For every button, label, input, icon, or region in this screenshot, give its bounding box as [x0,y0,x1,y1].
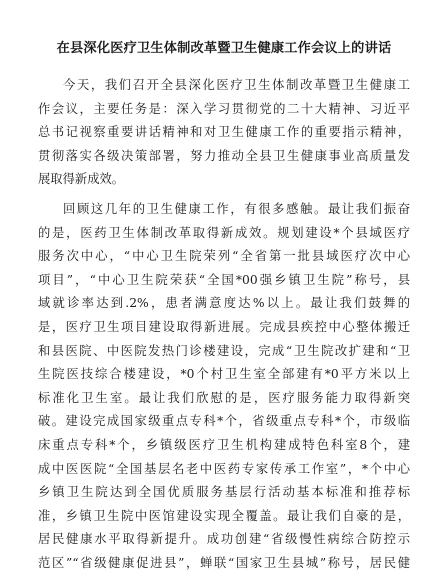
paragraph-opening [38,74,410,192]
document-title: 在县深化医疗卫生体制改革暨卫生健康工作会议上的讲话 [56,41,392,56]
paragraph-line: 展取得新成效。 [38,172,125,187]
paragraph-line: 是，医疗卫生项目建设取得新进展。完成县疾控中心整体搬迁 [38,319,410,334]
paragraph-line: 成中医医院“全国基层名老中医药专家传承工作室”，*个中心 [38,461,410,476]
paragraph-line: 的是，医药卫生体制改革取得新成效。规划建设*个县域医疗 [38,225,410,240]
paragraph-line: 居民健康水平取得新提升。成功创建“省级慢性病综合防控示 [38,532,410,547]
paragraph-line: 域就诊率达到.2%，患者满意度达%以上。最让我们鼓舞的 [38,296,410,311]
paragraph-line: 准，乡镇卫生院中医馆建设实现全覆盖。最让我们自豪的是， [38,508,410,523]
paragraph-line: 生院医技综合楼建设，*0个村卫生室全部建有*0平方米以上 [38,367,410,382]
paragraph-line: 今天，我们召开全县深化医疗卫生体制改革暨卫生健康工 [63,78,410,92]
paragraph-line: 服务次中心，“中心卫生院荣列“全省第一批县域医疗次中心 [38,249,410,264]
paragraph-line: 总书记视察重要讲话精神和对卫生健康工作的重要指示精神， [38,125,410,140]
paragraph-line: 和县医院、中医院发热门诊楼建设，完成“卫生院改扩建和“卫 [38,343,410,358]
paragraph-line: 标准化卫生室。最让我们欣慰的是，医疗服务能力取得新突 [38,390,410,405]
paragraph-line: 破。建设完成国家级重点专科*个，省级重点专科*个，市级临 [38,414,410,429]
paragraph-line: 范区”“省级健康促进县”，蝉联“国家卫生县城”称号，居民健 [38,555,410,570]
paragraph-line: 乡镇卫生院达到全国优质服务基层行活动基本标准和推荐标 [38,485,410,500]
paragraph-line: 项目”，“中心卫生院荣获“全国*00强乡镇卫生院”称号，县 [38,272,410,287]
paragraph-review [38,198,410,576]
paragraph-line: 作会议，主要任务是：深入学习贯彻党的二十大精神、习近平 [38,101,410,116]
paragraph-line: 床重点专科*个，乡镇级医疗卫生机构建成特色科室8个，建 [38,437,410,452]
paragraph-line: 回顾这几年的卫生健康工作，有很多感触。最让我们振奋 [63,201,410,216]
paragraph-line: 贯彻落实各级决策部署，努力推动全县卫生健康事业高质量发 [38,148,410,163]
